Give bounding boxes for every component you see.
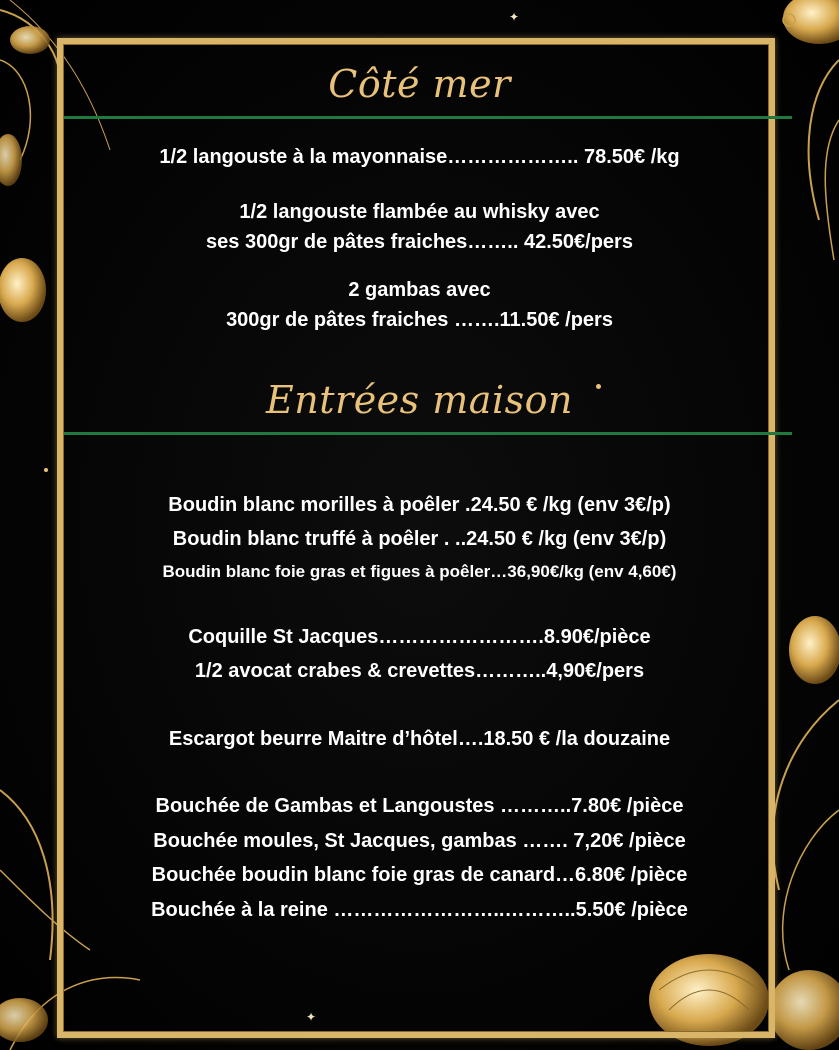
sparkle-icon: ✦ [509,10,520,24]
menu-item-line: Bouchée à la reine ……………………..………..5.50€ /pièce [151,899,688,921]
section-title-entrees-maison: Entrées maison [266,378,573,422]
menu-item-line: Boudin blanc foie gras et figues à poêler…36,90€/kg (env 4,60€) [162,562,677,581]
menu-item-line: Coquille St Jacques…………………….8.90€/pièce [188,626,651,648]
section-divider [64,116,792,119]
menu-item-line: Bouchée moules, St Jacques, gambas ……. 7,20€ /pièce [153,830,686,852]
menu-item-line: 300gr de pâtes fraiches …….11.50€ /pers [226,309,613,331]
menu-item-line: 1/2 langouste à la mayonnaise……………….. 78.50€ /kg [159,146,680,168]
menu-item-line: 1/2 langouste flambée au whisky avec [239,201,600,223]
menu-item-line: Bouchée boudin blanc foie gras de canard…6.80€ /pièce [151,864,688,886]
menu-item-line: 2 gambas avec [348,279,491,301]
menu-item-line: Bouchée de Gambas et Langoustes ………..7.80€ /pièce [155,795,684,817]
menu-item-line: ses 300gr de pâtes fraiches…….. 42.50€/pers [206,231,633,253]
gold-dot [44,468,48,472]
menu-item-line: Escargot beurre Maitre d’hôtel….18.50 € /la douzaine [168,728,671,750]
sparkle-icon: ✦ [306,1010,317,1024]
menu-item-line: Boudin blanc morilles à poêler .24.50 € /kg (env 3€/p) [168,494,671,516]
menu-item-line: 1/2 avocat crabes & crevettes………..4,90€/pers [194,660,645,682]
menu-item-line: Boudin blanc truffé à poêler . ..24.50 € /kg (env 3€/p) [172,528,667,550]
section-title-cote-mer: Côté mer [328,62,511,106]
section-divider [64,432,792,435]
